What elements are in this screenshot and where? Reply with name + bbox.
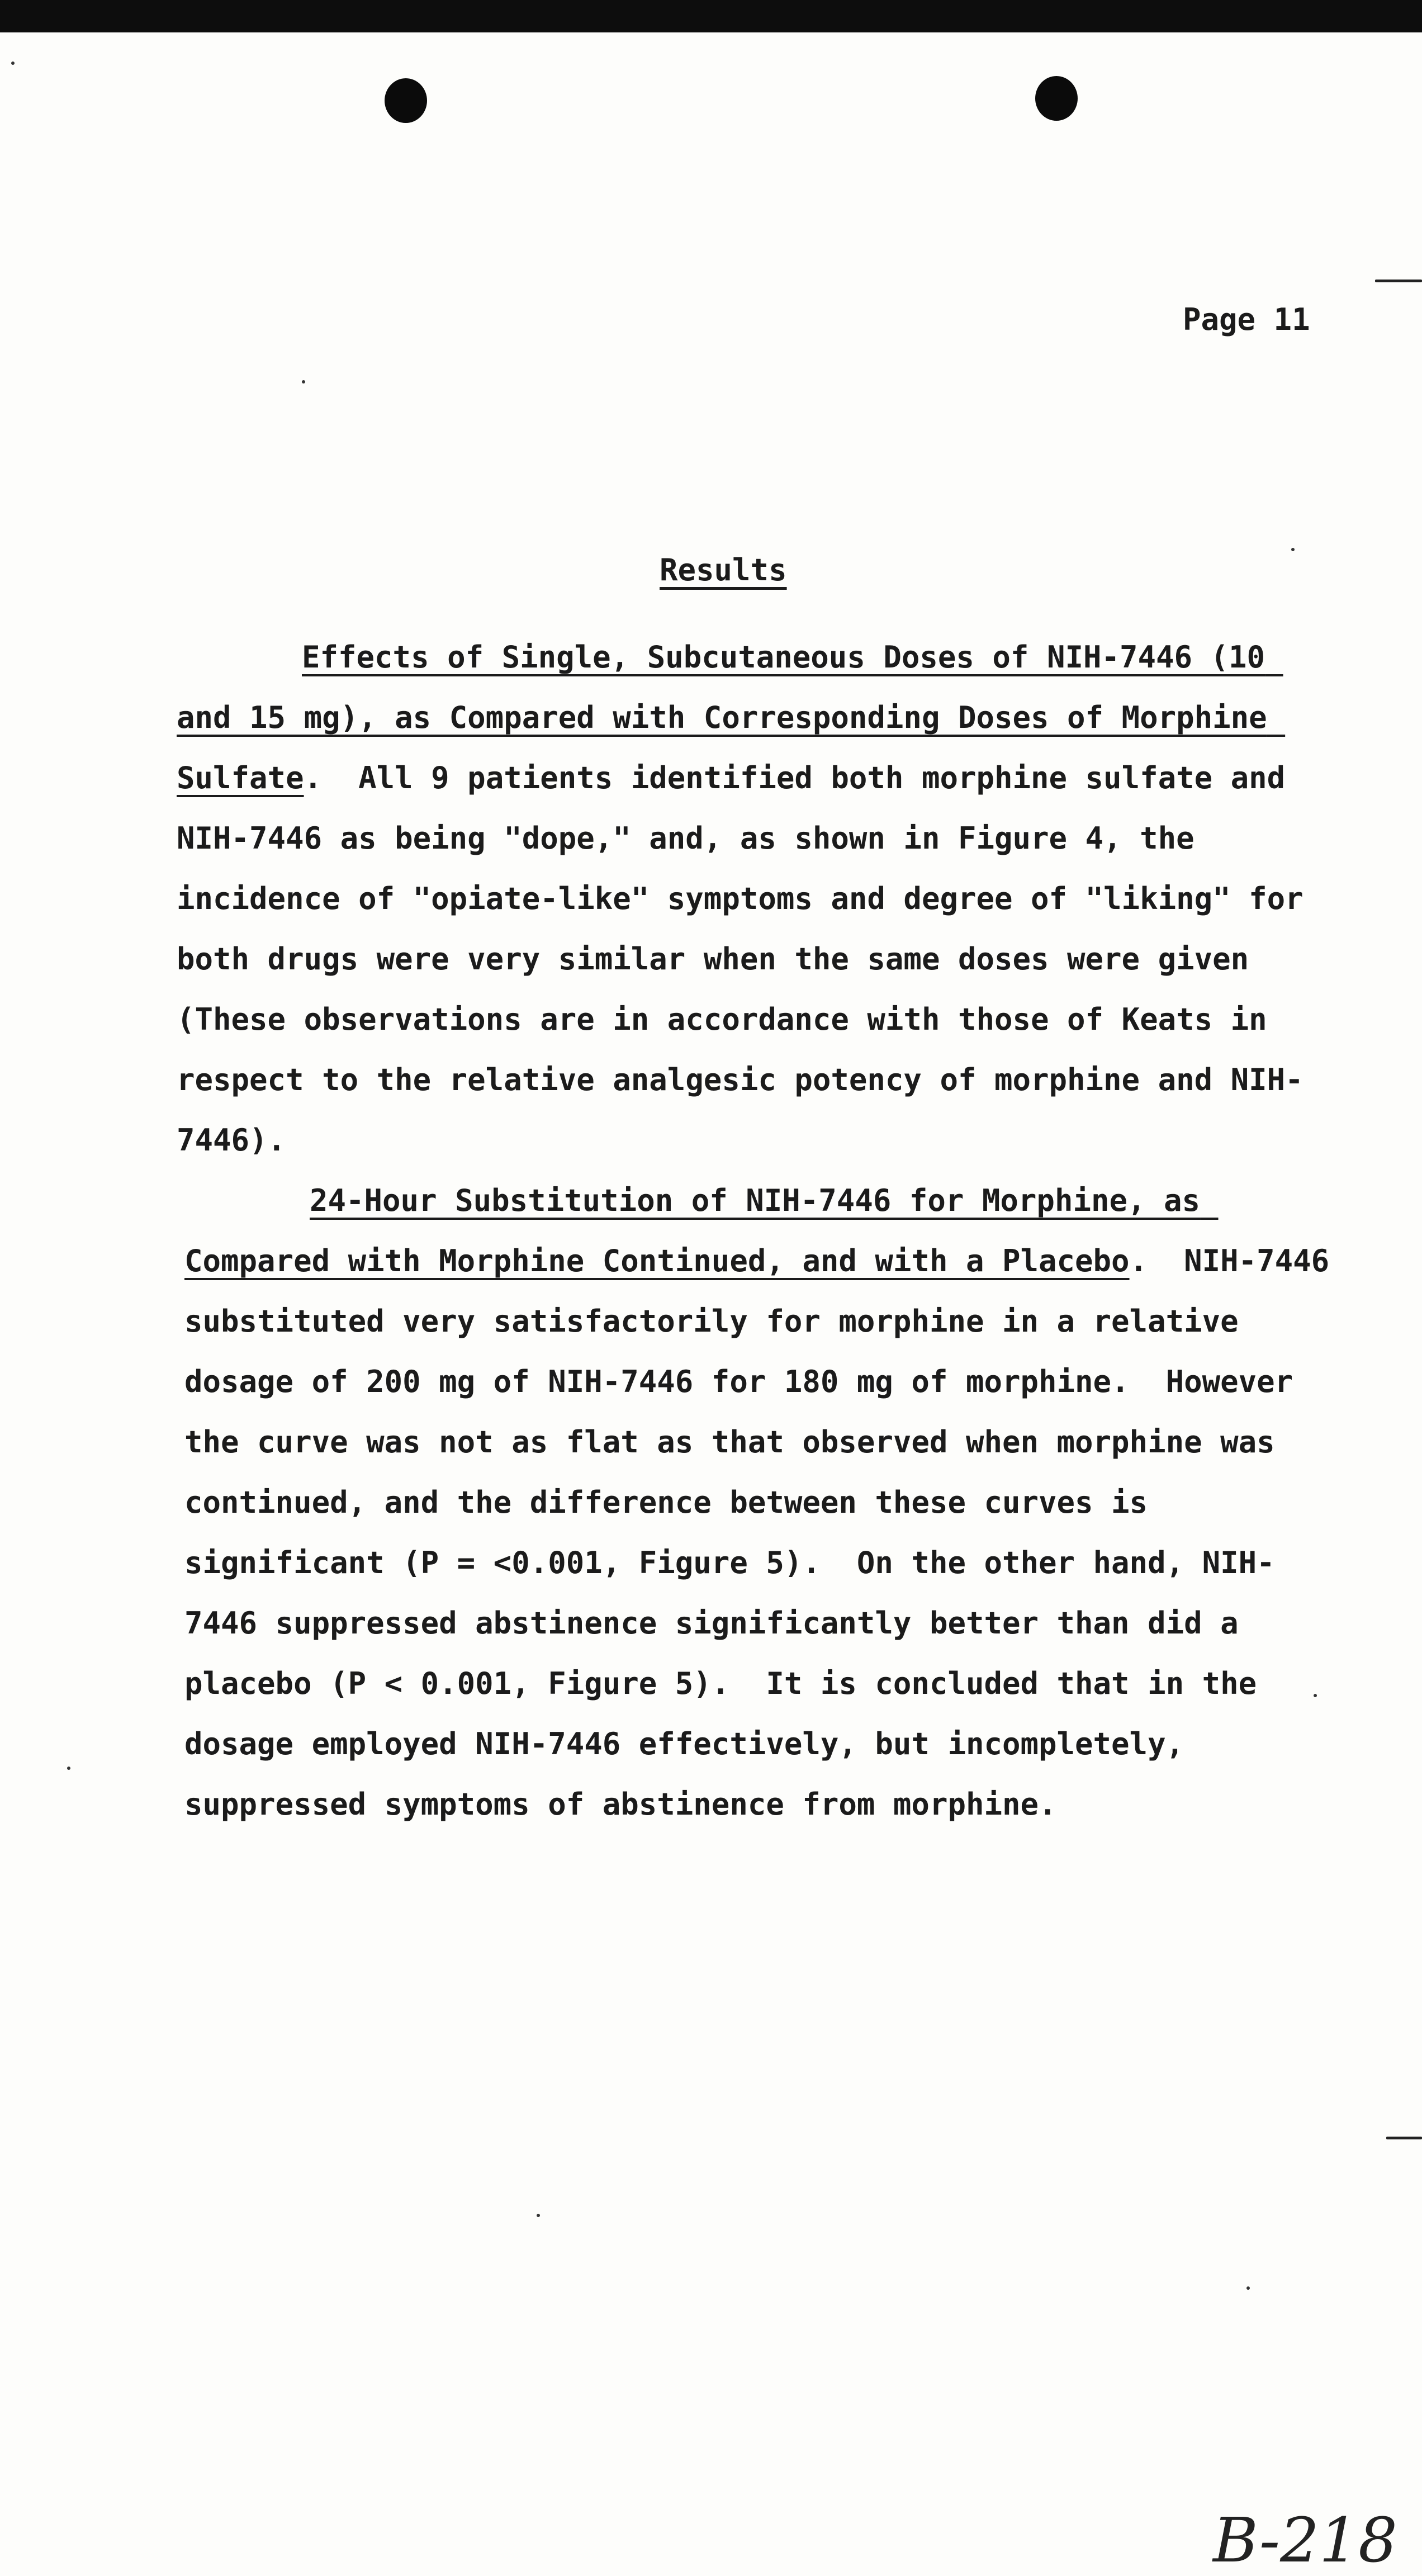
speck — [11, 61, 15, 65]
paragraph-effects-single-doses — [177, 627, 1328, 1171]
speck — [1291, 548, 1295, 551]
scan-top-border — [0, 0, 1422, 32]
handwritten-document-number: B-218 — [1213, 2504, 1397, 2576]
punch-hole-left — [385, 78, 427, 123]
paragraph-heading: 24-Hour Substitution of NIH-7446 for Morphine, as Compared with Morphine Continued, and with a Placebo — [184, 1183, 1219, 1278]
section-title: Results — [660, 552, 787, 588]
speck — [67, 1767, 70, 1770]
edge-mark — [1386, 2137, 1422, 2139]
heading-period: . — [1129, 1243, 1148, 1278]
paragraph-heading: Effects of Single, Subcutaneous Doses of NIH-7446 (10 and 15 mg), as Compared with Corresponding Doses of Morphine Sulfate — [177, 640, 1286, 795]
speck — [537, 2214, 540, 2217]
paragraph-body: All 9 patients identified both morphine sulfate and NIH-7446 as being "dope," and, as shown in Figure 4, the incidence of "opiate-like" symptoms and degree of "liking" for both drugs were very similar when the same doses were given (These observations are in accordance with those of Keats in respect to the relative analgesic potency of morphine and NIH-7446). — [177, 760, 1322, 1158]
paragraph-24-hour-substitution — [184, 1171, 1348, 1835]
speck — [302, 380, 305, 383]
edge-mark — [1375, 280, 1422, 282]
speck — [1246, 2286, 1250, 2290]
paragraph-body: NIH-7446 substituted very satisfactorily for morphine in a relative dosage of 200 mg of NIH-7446 for 180 mg of morphine. However the curve was not as flat as that observed when morphine was continued, and the difference between these curves is significant (P = <0.001, Figure 5). On the other hand, NIH-7446 suppressed abstinence significantly better than did a placebo (P < 0.001, Figure 5). It is concluded that in the dosage employed NIH-7446 effectively, but incompletely, suppressed symptoms of abstinence from morphine. — [184, 1243, 1348, 1822]
page-number: Page 11 — [1183, 302, 1310, 337]
heading-period: . — [304, 760, 323, 795]
punch-hole-right — [1035, 76, 1078, 121]
